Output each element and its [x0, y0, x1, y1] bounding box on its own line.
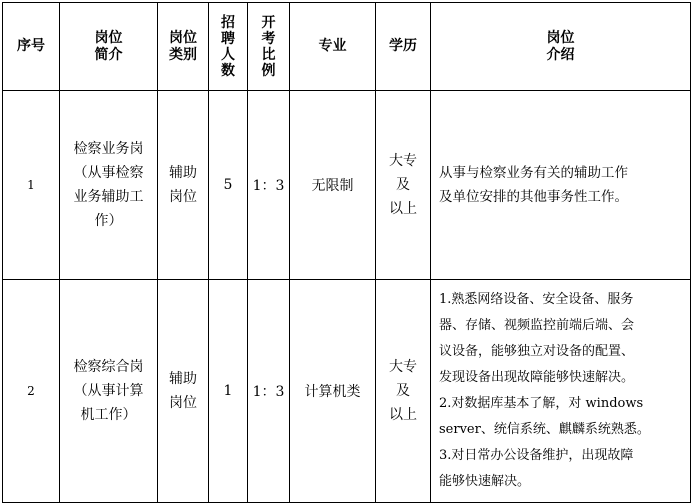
cell-post-desc: 1.熟悉网络设备、安全设备、服务 器、存储、视频监控前端后端、会 议设备，能够独立对设备的配置、 发现设备出现故障能够快速解决。 2.对数据库基本了解，对 windows server、统信系统、麒麟系统熟悉。 3.对日常办公设备维护，出现故障 能够快速解决。 [431, 280, 691, 503]
header-major: 专业 [290, 3, 376, 91]
recruitment-table [2, 2, 691, 503]
table-row [3, 280, 691, 503]
cell-ratio: 1：3 [248, 91, 290, 280]
header-post-desc: 岗位 介绍 [431, 3, 691, 91]
cell-post-type: 辅助 岗位 [158, 91, 209, 280]
header-education: 学历 [376, 3, 431, 91]
header-seq: 序号 [3, 3, 60, 91]
cell-major: 计算机类 [290, 280, 376, 503]
table-row [3, 91, 691, 280]
header-ratio: 开 考 比 例 [248, 3, 290, 91]
cell-major: 无限制 [290, 91, 376, 280]
cell-seq: 1 [3, 91, 60, 280]
cell-post-type: 辅助 岗位 [158, 280, 209, 503]
cell-recruit-count: 5 [209, 91, 248, 280]
cell-education: 大专 及 以上 [376, 280, 431, 503]
cell-post-intro: 检察业务岗 （从事检察 业务辅助工 作） [60, 91, 158, 280]
header-post-intro: 岗位 简介 [60, 3, 158, 91]
header-row [3, 3, 691, 91]
cell-post-intro: 检察综合岗 （从事计算 机工作） [60, 280, 158, 503]
header-recruit-count: 招 聘 人 数 [209, 3, 248, 91]
cell-recruit-count: 1 [209, 280, 248, 503]
cell-ratio: 1：3 [248, 280, 290, 503]
cell-education: 大专 及 以上 [376, 91, 431, 280]
header-post-type: 岗位 类别 [158, 3, 209, 91]
cell-post-desc: 从事与检察业务有关的辅助工作 及单位安排的其他事务性工作。 [431, 91, 691, 280]
cell-seq: 2 [3, 280, 60, 503]
